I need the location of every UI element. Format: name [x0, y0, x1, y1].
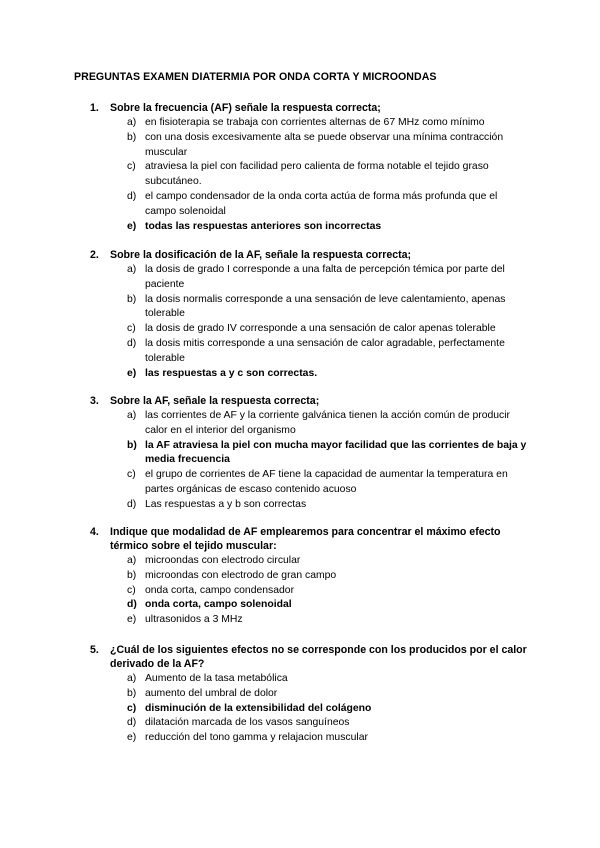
- option-letter: e): [127, 220, 137, 232]
- option-text: microondas con electrodo de gran campo: [145, 569, 337, 581]
- question-5: [90, 643, 530, 746]
- option-letter: b): [127, 131, 137, 143]
- document-title: PREGUNTAS EXAMEN DIATERMIA POR ONDA CORTA Y MICROONDAS: [74, 71, 437, 83]
- option-letter: b): [127, 687, 137, 699]
- option-d: [90, 716, 530, 731]
- question-text: Sobre la AF, señale la respuesta correcta;: [110, 395, 320, 407]
- option-letter: d): [127, 717, 137, 729]
- question-stem: [90, 394, 530, 408]
- option-text: las respuestas a y c son correctas.: [145, 367, 318, 379]
- question-text: Sobre la dosificación de la AF, señale la respuesta correcta;: [110, 249, 412, 261]
- question-3: [90, 394, 530, 513]
- question-text: Sobre la frecuencia (AF) señale la respuesta correcta;: [110, 102, 381, 114]
- option-letter: a): [127, 117, 137, 128]
- question-number: 5.: [90, 644, 99, 656]
- option-letter: d): [127, 190, 137, 202]
- question-4: [90, 525, 530, 628]
- question-1: [90, 101, 530, 234]
- option-b: [90, 569, 530, 584]
- option-text: disminución de la extensibilidad del colágeno: [145, 702, 372, 714]
- option-text: aumento del umbral de dolor: [145, 687, 278, 699]
- question-stem: [90, 101, 530, 115]
- option-c: [90, 322, 530, 337]
- option-text: con una dosis excesivamente alta se puede observar una mínima contracción muscular: [145, 131, 504, 158]
- option-text: onda corta, campo condensador: [145, 584, 295, 596]
- option-e-correct: [90, 367, 530, 382]
- option-c-correct: [90, 702, 530, 717]
- option-text: Las respuestas a y b son correctas: [145, 498, 307, 510]
- option-b-correct: [90, 439, 530, 469]
- option-a: [90, 116, 530, 131]
- option-letter: c): [127, 323, 136, 335]
- option-e-correct: [90, 220, 530, 235]
- option-letter: c): [127, 702, 137, 714]
- option-list: [90, 116, 530, 234]
- option-text: microondas con electrodo circular: [145, 555, 301, 566]
- option-list: [90, 554, 530, 628]
- question-text: Indique que modalidad de AF emplearemos para concentrar el máximo efecto térmico sobre el tejido muscular:: [110, 526, 501, 552]
- option-d: [90, 498, 530, 513]
- option-letter: a): [127, 264, 137, 275]
- option-text: dilatación marcada de los vasos sanguíneos: [145, 717, 350, 729]
- option-letter: e): [127, 367, 137, 379]
- option-d: [90, 190, 530, 220]
- question-number: 4.: [90, 526, 99, 538]
- option-text: reducción del tono gamma y relajacion muscular: [145, 732, 368, 744]
- option-a: [90, 672, 530, 687]
- option-b: [90, 131, 530, 161]
- option-text: atraviesa la piel con facilidad pero calienta de forma notable el tejido graso subcutáneo.: [145, 161, 489, 188]
- option-letter: c): [127, 469, 136, 481]
- option-e: [90, 613, 530, 628]
- option-letter: a): [127, 410, 137, 421]
- option-d-correct: [90, 598, 530, 613]
- question-stem: [90, 643, 530, 671]
- option-text: onda corta, campo solenoidal: [145, 599, 292, 611]
- option-a: [90, 409, 530, 439]
- option-letter: a): [127, 555, 137, 566]
- option-letter: d): [127, 498, 137, 510]
- option-text: en fisioterapia se trabaja con corrientes alternas de 67 MHz como mínimo: [145, 117, 485, 128]
- option-c: [90, 584, 530, 599]
- option-letter: b): [127, 569, 137, 581]
- option-letter: e): [127, 732, 137, 744]
- option-letter: b): [127, 293, 137, 305]
- option-c: [90, 160, 530, 190]
- option-text: Aumento de la tasa metabólica: [145, 673, 288, 684]
- option-a: [90, 554, 530, 569]
- option-c: [90, 468, 530, 498]
- question-number: 2.: [90, 249, 99, 261]
- option-list: [90, 672, 530, 746]
- option-b: [90, 687, 530, 702]
- option-text: la dosis normalis corresponde a una sensación de leve calentamiento, apenas tolerable: [145, 293, 506, 320]
- question-stem: [90, 525, 530, 553]
- option-text: la dosis de grado IV corresponde a una sensación de calor apenas tolerable: [145, 323, 496, 335]
- option-list: [90, 409, 530, 513]
- question-number: 1.: [90, 102, 99, 114]
- option-letter: c): [127, 584, 136, 596]
- option-letter: d): [127, 337, 137, 349]
- option-letter: c): [127, 161, 136, 173]
- question-stem: [90, 248, 530, 262]
- option-letter: e): [127, 614, 137, 626]
- question-2: [90, 248, 530, 381]
- option-e: [90, 731, 530, 746]
- option-letter: d): [127, 599, 137, 611]
- option-d: [90, 337, 530, 367]
- option-letter: b): [127, 439, 137, 451]
- option-text: la AF atraviesa la piel con mucha mayor facilidad que las corrientes de baja y media frecuencia: [145, 439, 527, 466]
- option-b: [90, 293, 530, 323]
- question-number: 3.: [90, 395, 99, 407]
- option-text: todas las respuestas anteriores son incorrectas: [145, 220, 382, 232]
- option-text: el campo condensador de la onda corta actúa de forma más profunda que el campo solenoidal: [145, 190, 498, 217]
- option-letter: a): [127, 673, 137, 684]
- option-text: las corrientes de AF y la corriente galvánica tienen la acción común de producir calor en el interior del organismo: [145, 410, 511, 436]
- option-text: el grupo de corrientes de AF tiene la capacidad de aumentar la temperatura en partes orgánicas de escaso contenido acuoso: [145, 469, 508, 495]
- option-text: la dosis de grado I corresponde a una falta de percepción témica por parte del paciente: [145, 264, 505, 290]
- question-text: ¿Cuál de los siguientes efectos no se corresponde con los producidos por el calor derivado de la AF?: [110, 644, 527, 670]
- option-text: la dosis mitis corresponde a una sensación de calor agradable, perfectamente tolerable: [145, 337, 505, 364]
- option-list: [90, 263, 530, 381]
- option-text: ultrasonidos a 3 MHz: [145, 614, 243, 626]
- option-a: [90, 263, 530, 293]
